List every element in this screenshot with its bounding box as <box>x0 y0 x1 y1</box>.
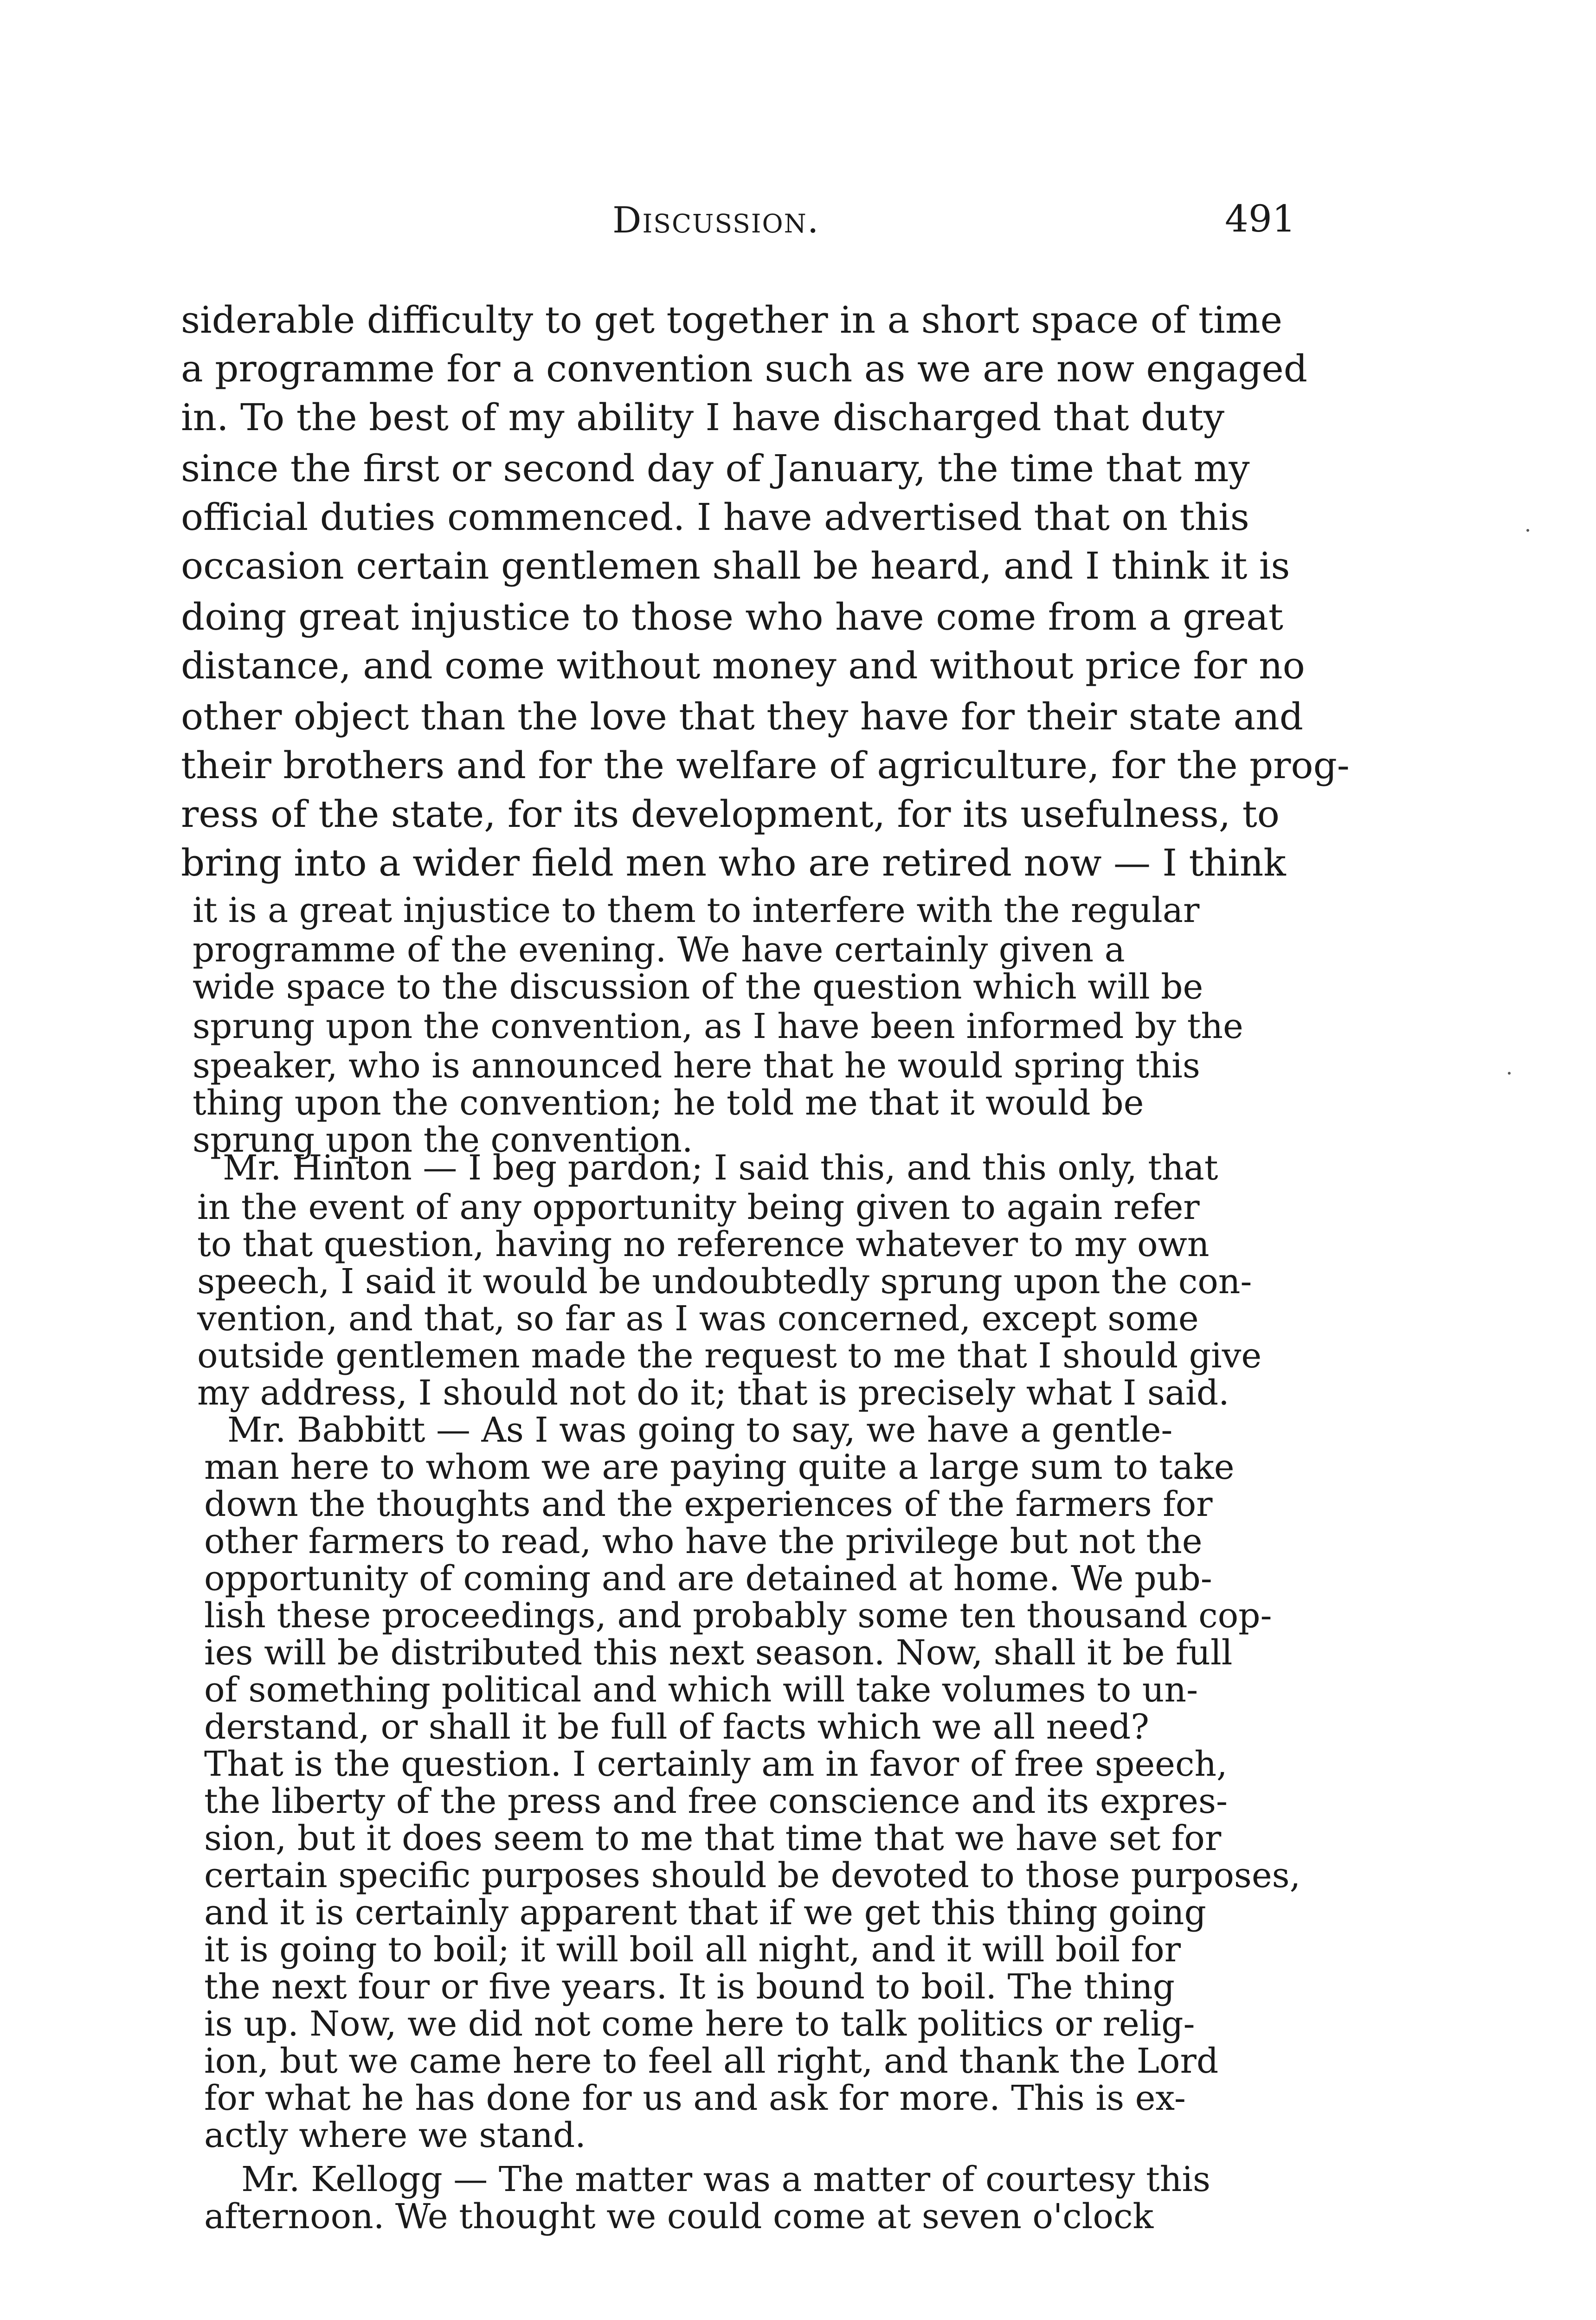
text-line: the liberty of the press and free conscience and its expres- <box>204 1781 1228 1821</box>
text-line: ies will be distributed this next season. Now, shall it be full <box>204 1633 1233 1673</box>
text-line: afternoon. We thought we could come at seven o'clock <box>204 2197 1154 2236</box>
text-line: sprung upon the convention, as I have been informed by the <box>193 1006 1243 1046</box>
text-line: ress of the state, for its development, for its usefulness, to <box>181 793 1280 836</box>
text-line: and it is certainly apparent that if we get this thing going <box>204 1893 1206 1933</box>
text-line: programme of the evening. We have certainly given a <box>193 930 1125 970</box>
text-line: actly where we stand. <box>204 2115 586 2155</box>
text-line: occasion certain gentlemen shall be heard, and I think it is <box>181 544 1290 587</box>
text-line: vention, and that, so far as I was concerned, except some <box>197 1299 1199 1339</box>
text-line: for what he has done for us and ask for more. This is ex- <box>204 2078 1186 2118</box>
text-line: sion, but it does seem to me that time that we have set for <box>204 1818 1222 1858</box>
scan-speck <box>1508 1072 1511 1075</box>
scan-speck <box>1526 529 1529 532</box>
text-line: Mr. Kellogg — The matter was a matter of courtesy this <box>241 2159 1211 2199</box>
text-line: certain specific purposes should be devoted to those purposes, <box>204 1856 1301 1895</box>
text-line: doing great injustice to those who have come from a great <box>181 595 1283 638</box>
text-line: is up. Now, we did not come here to talk politics or relig- <box>204 2004 1195 2044</box>
text-line: it is a great injustice to them to interfere with the regular <box>193 890 1200 930</box>
text-line: my address, I should not do it; that is precisely what I said. <box>197 1373 1229 1413</box>
text-line: That is the question. I certainly am in favor of free speech, <box>204 1744 1228 1784</box>
text-line: thing upon the convention; he told me that it would be <box>193 1083 1144 1123</box>
text-line: in. To the best of my ability I have discharged that duty <box>181 396 1225 439</box>
text-line: their brothers and for the welfare of agriculture, for the prog- <box>181 744 1350 787</box>
text-line: man here to whom we are paying quite a large sum to take <box>204 1447 1235 1487</box>
text-line: since the first or second day of January, the time that my <box>181 447 1250 490</box>
text-line: in the event of any opportunity being given to again refer <box>197 1187 1200 1227</box>
text-line: sprung upon the convention. <box>193 1120 693 1160</box>
text-line: derstand, or shall it be full of facts which we all need? <box>204 1707 1149 1747</box>
text-line: lish these proceedings, and probably some ten thousand cop- <box>204 1596 1272 1636</box>
text-line: speaker, who is announced here that he would spring this <box>193 1046 1200 1086</box>
text-line: wide space to the discussion of the question which will be <box>193 967 1203 1007</box>
text-line: the next four or five years. It is bound to boil. The thing <box>204 1967 1175 2007</box>
text-line: Mr. Hinton — I beg pardon; I said this, and this only, that <box>223 1148 1218 1188</box>
text-line: bring into a wider field men who are retired now — I think <box>181 841 1286 884</box>
text-line: Mr. Babbitt — As I was going to say, we have a gentle- <box>227 1410 1173 1450</box>
running-title: Discussion. <box>612 200 820 241</box>
text-line: other object than the love that they have for their state and <box>181 695 1303 738</box>
text-line: it is going to boil; it will boil all night, and it will boil for <box>204 1930 1181 1970</box>
text-line: siderable difficulty to get together in a short space of time <box>181 298 1282 342</box>
text-line: a programme for a convention such as we are now engaged <box>181 347 1307 390</box>
text-line: distance, and come without money and without price for no <box>181 644 1305 687</box>
text-line: of something political and which will take volumes to un- <box>204 1670 1198 1710</box>
text-line: to that question, having no reference whatever to my own <box>197 1224 1210 1264</box>
text-line: ion, but we came here to feel all right, and thank the Lord <box>204 2041 1219 2081</box>
page-number: 491 <box>1225 197 1296 240</box>
text-line: opportunity of coming and are detained at home. We pub- <box>204 1559 1212 1598</box>
text-line: down the thoughts and the experiences of the farmers for <box>204 1484 1213 1524</box>
text-line: speech, I said it would be undoubtedly sprung upon the con- <box>197 1262 1252 1302</box>
text-line: other farmers to read, who have the privilege but not the <box>204 1521 1203 1561</box>
text-line: official duties commenced. I have advertised that on this <box>181 496 1249 539</box>
text-line: outside gentlemen made the request to me that I should give <box>197 1336 1262 1376</box>
